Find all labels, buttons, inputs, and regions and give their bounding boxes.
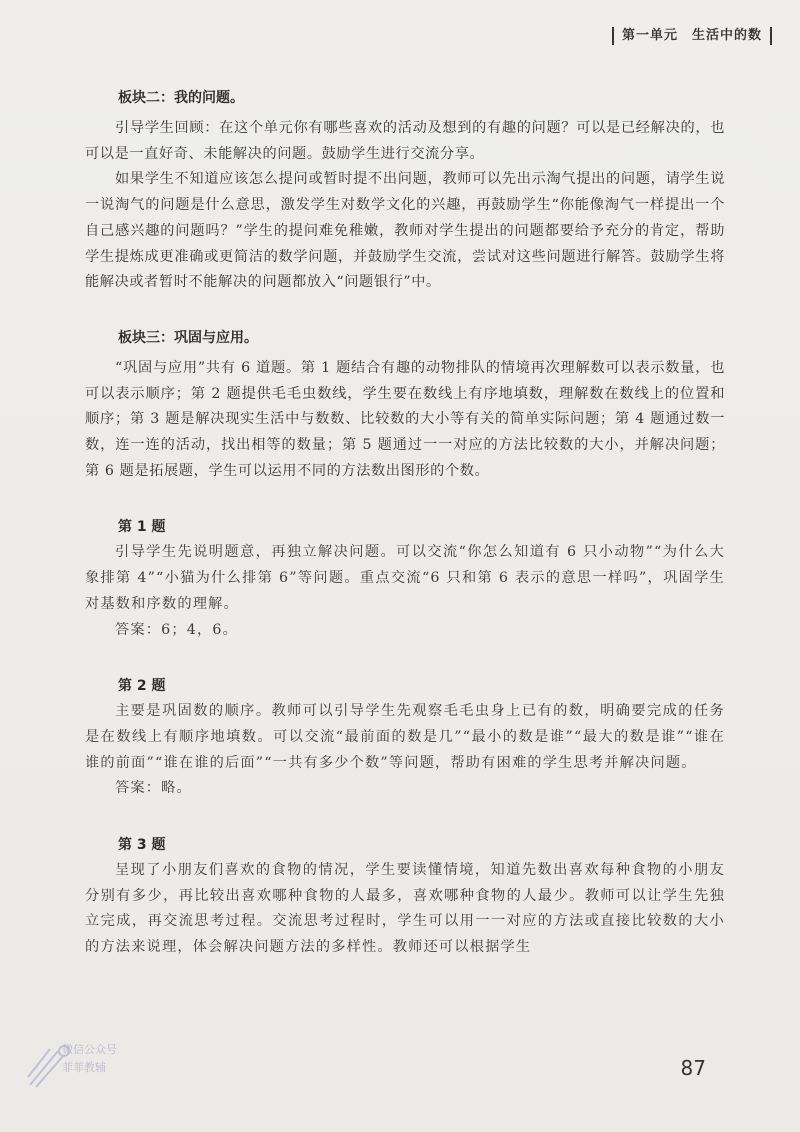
header-unit: 第一单元: [621, 28, 678, 43]
q2-title: 第 2 题: [118, 678, 166, 695]
running-header: [612, 27, 772, 45]
q3-paragraph: 呈现了小朋友们喜欢的食物的情况，学生要读懂情境，知道先数出喜欢每种食物的小朋友分别有多少，再比较出喜欢哪种食物的人最多，喜欢哪种食物的人最少。教师可以让学生先独立完成，再交流思考过程。交流思考过程时，学生可以用一一对应的方法或直接比较数的大小的方法来说理，体会解决问题方法的多样性。教师还可以根据学生: [85, 862, 725, 956]
q1-title: 第 1 题: [118, 519, 166, 536]
q2-paragraph: 主要是巩固数的顺序。教师可以引导学生先观察毛毛虫身上已有的数，明确要完成的任务是在数线上有顺序地填数。可以交流“最前面的数是几”“最小的数是谁”“最大的数是谁”“谁在谁的前面”“谁在谁的后面”“一共有多少个数”等问题，帮助有困难的学生思考并解决问题。: [85, 703, 725, 771]
q1-paragraph: 引导学生先说明题意，再独立解决问题。可以交流“你怎么知道有 6 只小动物”“为什么大象排第 4”“小猫为什么排第 6”等问题。重点交流“6 只和第 6 表示的意思一样吗”，巩固学生对基数和序数的理解。: [85, 544, 725, 612]
q3-title: 第 3 题: [118, 837, 166, 854]
block2-title: 板块二：我的问题。: [118, 90, 244, 106]
watermark-line2: 菲菲教辅: [62, 1061, 106, 1074]
watermark: [20, 1035, 140, 1105]
block3-title: 板块三：巩固与应用。: [118, 329, 258, 346]
block2-paragraph: 如果学生不知道应该怎么提问或暂时提不出问题，教师可以先出示淘气提出的问题，请学生说一说淘气的问题是什么意思，激发学生对数学文化的兴趣，再鼓励学生“你能像淘气一样提出一个自己感兴趣的问题吗？”学生的提问难免稚嫩，教师对学生提出的问题都要给予充分的肯定，帮助学生提炼成更准确或更简洁的数学问题，并鼓励学生交流，尝试对这些问题进行解答。鼓励学生将能解决或者暂时不能解决的问题都放入“问题银行”中。: [85, 171, 725, 291]
q2-answer: 答案：略。: [115, 780, 192, 797]
q1-answer: 答案：6；4，6。: [115, 621, 239, 638]
header-title: 生活中的数: [691, 28, 762, 43]
block2-paragraph: 引导学生回顾：在这个单元你有哪些喜欢的活动及想到的有趣的问题？可以是已经解决的，也可以是一直好奇、未能解决的问题。鼓励学生进行交流分享。: [85, 120, 725, 162]
block3-paragraph: “巩固与应用”共有 6 道题。第 1 题结合有趣的动物排队的情境再次理解数可以表示数量，也可以表示顺序；第 2 题提供毛毛虫数线，学生要在数线上有序地填数，理解数在数线上的位置和顺序；第 3 题是解决现实生活中与数数、比较数的大小等有关的简单实际问题；第 4 题通过数一数，连一连的活动，找出相等的数量；第 5 题通过一一对应的方法比较数的大小，并解决问题；第 6 题是拓展题，学生可以运用不同的方法数出图形的个数。: [85, 359, 725, 479]
page-content: [85, 84, 725, 961]
page-number: 87: [680, 1056, 706, 1080]
watermark-line1: 微信公众号: [62, 1043, 117, 1056]
